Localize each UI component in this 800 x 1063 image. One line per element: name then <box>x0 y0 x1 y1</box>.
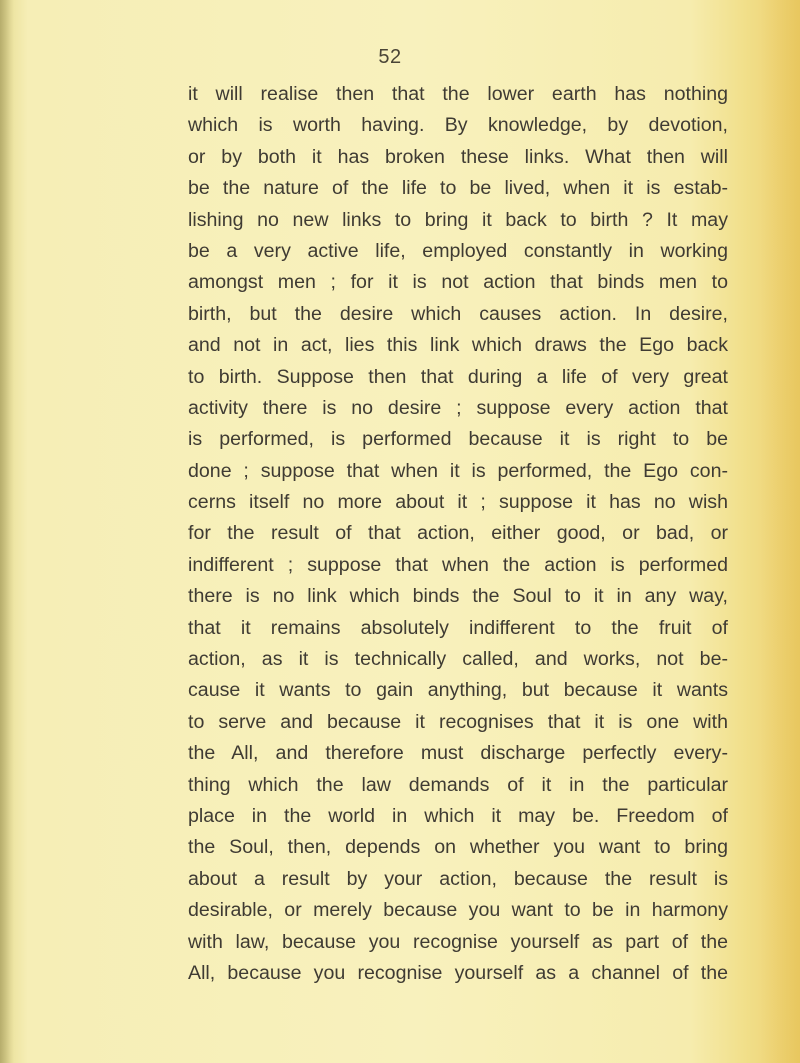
text-line: cerns itself no more about it ; suppose it has no wish <box>188 491 728 514</box>
text-line: activity there is no desire ; suppose every action that <box>188 396 728 419</box>
page-number: 52 <box>378 46 402 68</box>
text-line: action, as it is technically called, and works, not be- <box>188 648 728 671</box>
text-line: it will realise then that the lower earth has nothing <box>188 83 728 105</box>
text-line: be a very active life, employed constantly in working <box>188 239 728 262</box>
body-text <box>188 79 728 989</box>
text-line: thing which the law demands of it in the particular <box>188 773 728 796</box>
text-line: or by both it has broken these links. What then will <box>188 145 728 168</box>
text-line: to serve and because it recognises that it is one with <box>188 710 728 733</box>
text-line: be the nature of the life to be lived, when it is estab- <box>188 177 728 200</box>
text-line: and not in act, lies this link which draws the Ego back <box>188 334 728 357</box>
text-line: indifferent ; suppose that when the action is performed <box>188 553 728 576</box>
text-line: birth, but the desire which causes action. In desire, <box>188 302 728 325</box>
text-line: with law, because you recognise yourself as part of the <box>188 930 728 953</box>
text-line: amongst men ; for it is not action that binds men to <box>188 271 728 294</box>
text-line: there is no link which binds the Soul to it in any way, <box>188 585 728 608</box>
text-line: that it remains absolutely indifferent to the fruit of <box>188 616 728 639</box>
text-line: the Soul, then, depends on whether you want to bring <box>188 836 728 859</box>
text-line: cause it wants to gain anything, but because it wants <box>188 679 728 702</box>
text-line: All, because you recognise yourself as a channel of the <box>188 961 728 984</box>
binding-shadow <box>0 0 14 1063</box>
text-line: to birth. Suppose then that during a life of very great <box>188 365 728 388</box>
text-line: about a result by your action, because the result is <box>188 867 728 890</box>
text-line: for the result of that action, either good, or bad, or <box>188 522 728 545</box>
text-line: is performed, is performed because it is right to be <box>188 428 728 451</box>
text-line: lishing no new links to bring it back to birth ? It may <box>188 208 728 231</box>
text-line: desirable, or merely because you want to be in harmony <box>188 899 728 922</box>
text-line: the All, and therefore must discharge perfectly every- <box>188 742 728 765</box>
page-edge-tint <box>760 0 800 1063</box>
text-line: which is worth having. By knowledge, by devotion, <box>188 114 728 137</box>
text-line: place in the world in which it may be. Freedom of <box>188 804 728 827</box>
text-line: done ; suppose that when it is performed, the Ego con- <box>188 459 728 482</box>
